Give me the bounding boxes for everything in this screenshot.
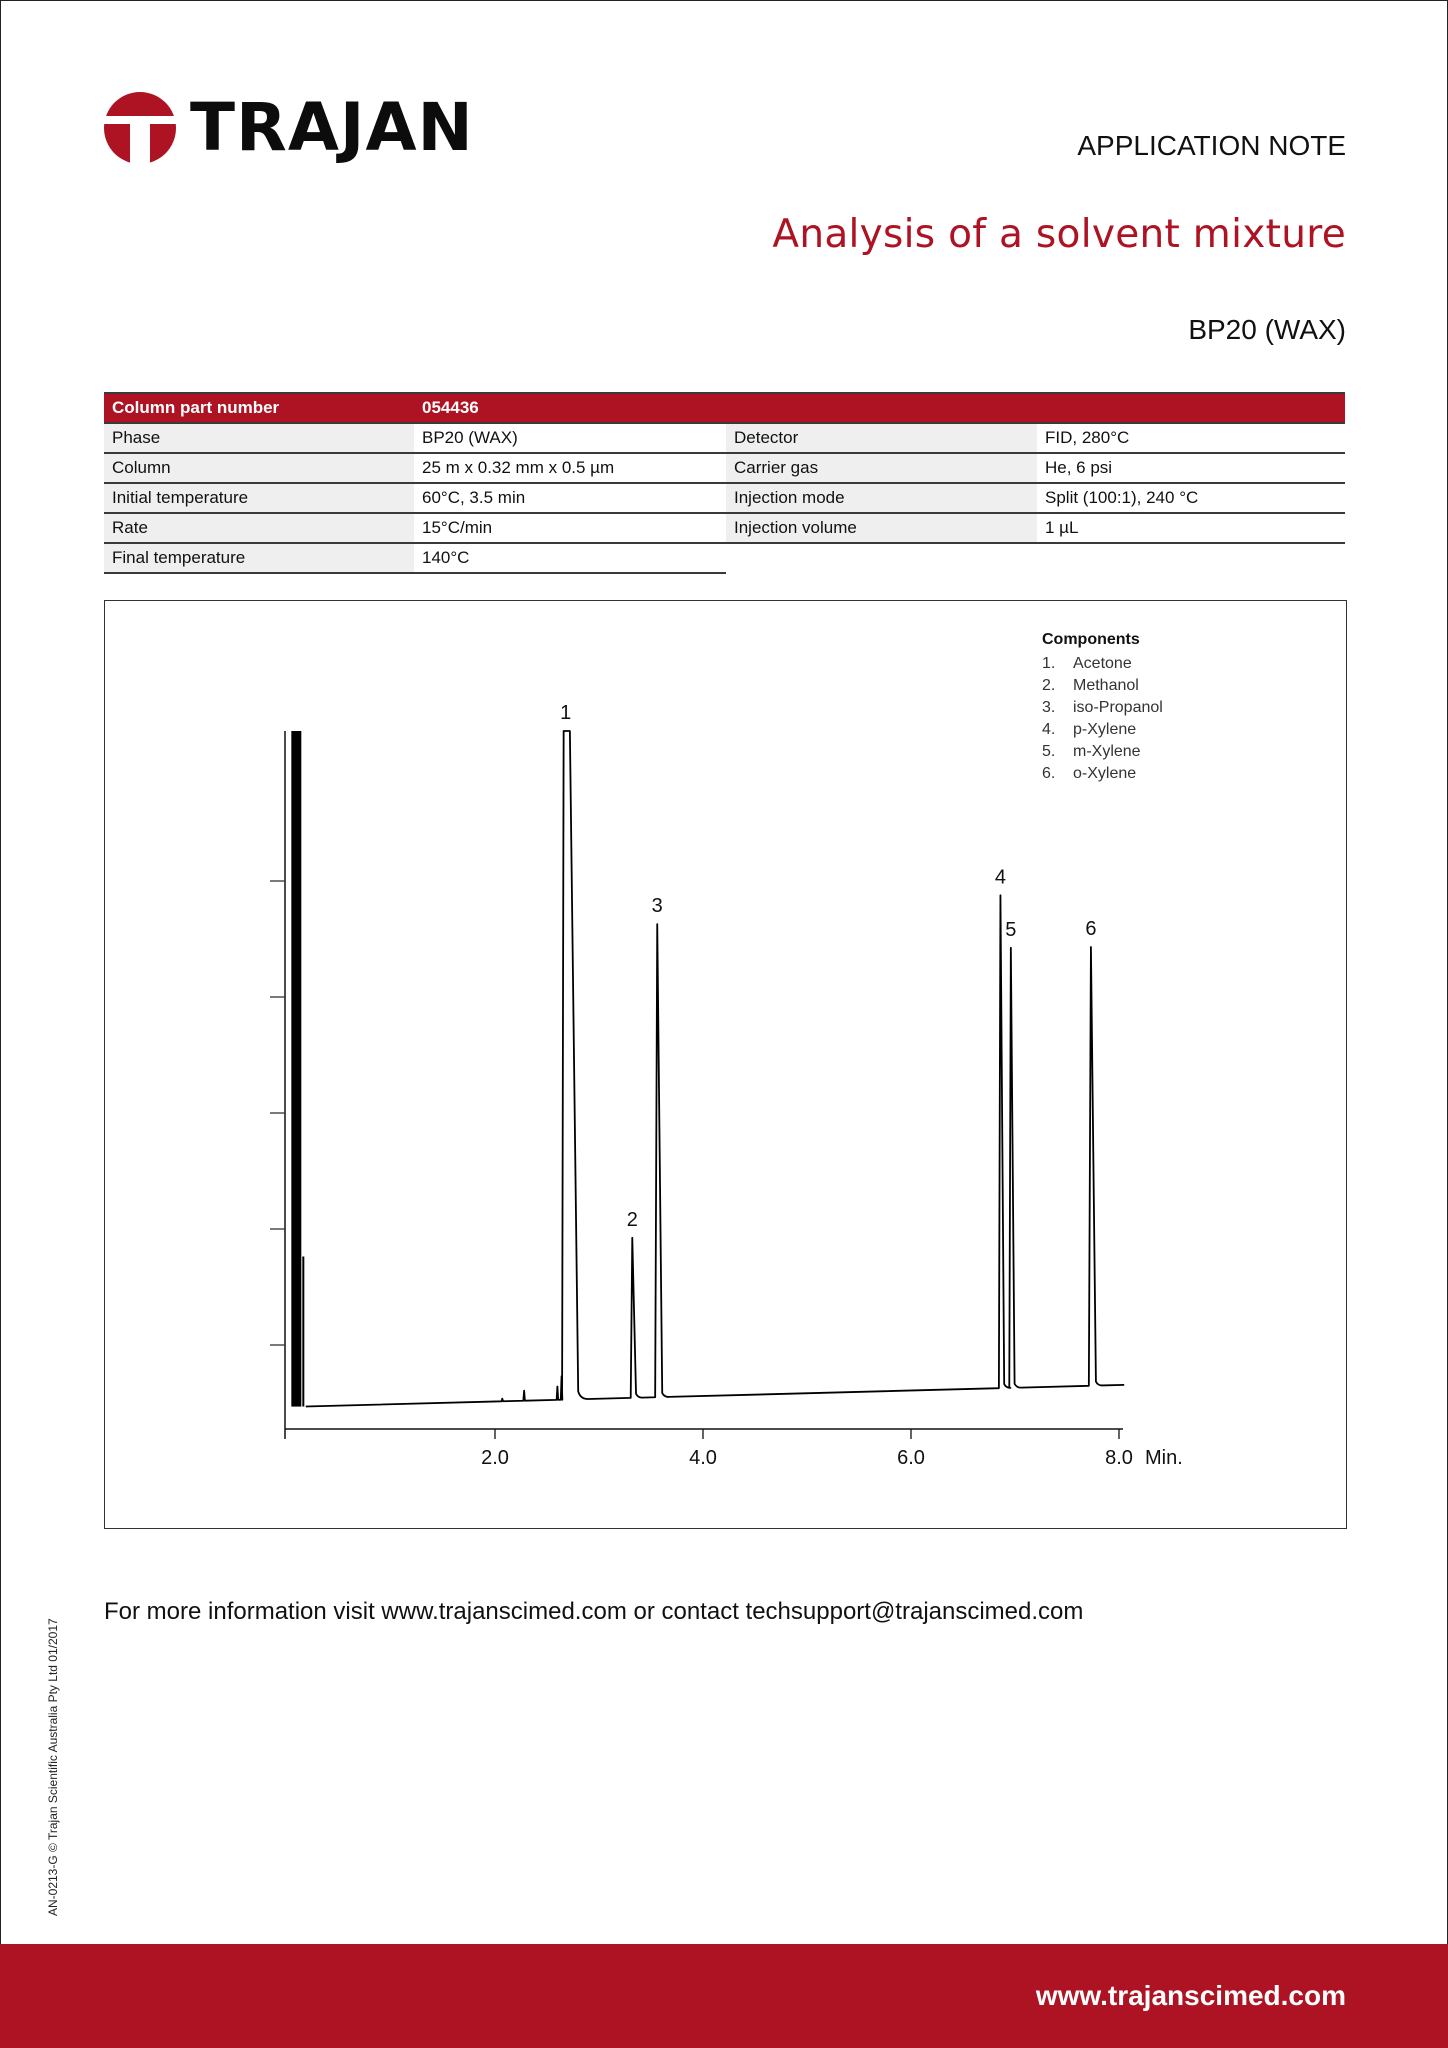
peak-label-4: 4 [994, 866, 1007, 889]
legend-item: 4. p-Xylene [1042, 721, 1137, 738]
row-value: BP20 (WAX) [414, 423, 726, 453]
x-tick-label: 6.0 [897, 1447, 925, 1469]
peak-label-1: 1 [560, 702, 572, 724]
legend-title: Components [1042, 631, 1140, 648]
table-row [104, 543, 1345, 573]
table-header-row [104, 393, 1345, 423]
peak-label-5: 5 [1005, 918, 1017, 941]
chart-axes [270, 731, 1183, 1469]
row-value: He, 6 psi [1037, 453, 1345, 483]
legend-item: 2. Methanol [1042, 677, 1139, 694]
chromatogram-chart [104, 600, 1347, 1529]
row-label: Initial temperature [104, 483, 414, 513]
table-row [104, 483, 1345, 513]
footer-url-link[interactable]: www.trajanscimed.com [1035, 1980, 1346, 2011]
table-row [104, 423, 1345, 453]
row-label: Phase [104, 423, 414, 453]
row-label: Detector [726, 423, 1037, 453]
row-value: 15°C/min [414, 513, 726, 543]
row-label: Carrier gas [726, 453, 1037, 483]
legend-item: 5. m-Xylene [1042, 743, 1141, 760]
document-type: APPLICATION NOTE [1077, 130, 1346, 161]
legend-item: 6. o-Xylene [1042, 765, 1137, 782]
page-subtitle: BP20 (WAX) [1188, 314, 1346, 345]
row-value: 60°C, 3.5 min [414, 483, 726, 513]
header-label: Column part number [104, 393, 414, 423]
table-row [104, 453, 1345, 483]
page-title: Analysis of a solvent mixture [772, 212, 1346, 257]
x-tick-label: 2.0 [481, 1447, 509, 1469]
x-axis-label: Min. [1145, 1447, 1183, 1469]
table-row [104, 513, 1345, 543]
peak-label-6: 6 [1085, 918, 1097, 941]
row-value: 25 m x 0.32 mm x 0.5 µm [414, 453, 726, 483]
chromatogram-trace [291, 731, 1124, 1407]
components-legend [1042, 631, 1163, 785]
x-tick-label: 4.0 [689, 1447, 717, 1469]
row-value: Split (100:1), 240 °C [1037, 483, 1345, 513]
solvent-front-peak [291, 731, 301, 1407]
x-tick-label: 8.0 [1105, 1447, 1133, 1469]
row-value: 1 µL [1037, 513, 1345, 543]
brand-name: TRAJAN [190, 89, 474, 166]
brand-logo [104, 90, 474, 166]
footer-bar [0, 1944, 1448, 2048]
copyright-note: AN-0213-G © Trajan Scientific Australia Pty Ltd 01/2017 [46, 1618, 60, 1916]
row-label: Column [104, 453, 414, 483]
row-value: 140°C [414, 543, 726, 573]
peak-label-2: 2 [626, 1208, 638, 1231]
chromatogram-line [306, 731, 1124, 1407]
row-label: Injection mode [726, 483, 1037, 513]
trajan-t-logo-icon [104, 90, 176, 166]
peak-label-3: 3 [651, 895, 663, 918]
legend-item: 1. Acetone [1042, 655, 1132, 672]
legend-item: 3. iso-Propanol [1042, 699, 1163, 716]
row-value: FID, 280°C [1037, 423, 1345, 453]
row-label: Rate [104, 513, 414, 543]
row-label: Final temperature [104, 543, 414, 573]
contact-info: For more information visit www.trajanscimed.com or contact techsupport@trajanscimed.com [104, 1598, 1084, 1625]
specifications-table [104, 392, 1345, 574]
row-label: Injection volume [726, 513, 1037, 543]
peak-labels [560, 702, 1096, 1231]
header-value: 054436 [414, 393, 1345, 423]
